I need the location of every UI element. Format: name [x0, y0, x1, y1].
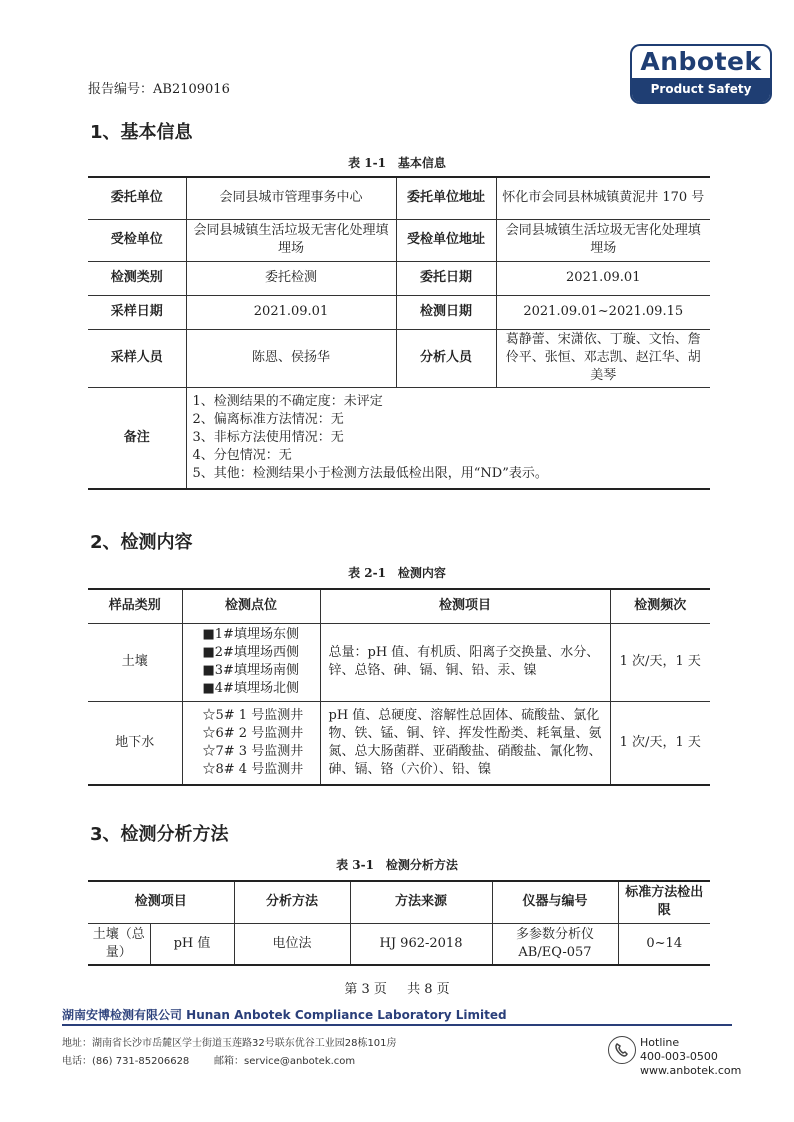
anbotek-logo [630, 44, 772, 104]
analysis-method-table [88, 880, 710, 966]
notes-label: 备注 [88, 387, 186, 489]
footer-email: 邮箱：service@anbotek.com [214, 1056, 356, 1067]
basic-info-table [88, 176, 710, 490]
table-1-caption: 表 1-1 基本信息 [348, 156, 446, 170]
table-row: 受检单位 会同县城镇生活垃圾无害化处理填埋场 受检单位地址 会同县城镇生活垃圾无害化处理填埋场 [88, 219, 710, 261]
page-number: 第 3 页 共 8 页 [344, 982, 450, 997]
table-row: 土壤 ■1#填埋场东侧 ■2#填埋场西侧 ■3#填埋场南侧 ■4#填埋场北侧 总量：pH 值、有机质、阳离子交换量、水分、锌、总铬、砷、镉、铜、铅、汞、镍 1 次/天，1 天 [88, 623, 710, 701]
logo-tagline: Product Safety [632, 78, 770, 102]
table-row: 委托单位 会同县城市管理事务中心 委托单位地址 怀化市会同县林城镇黄泥井 170 号 [88, 177, 710, 219]
table-header-row: 检测项目 分析方法 方法来源 仪器与编号 标准方法检出限 [88, 881, 710, 923]
table-row: 土壤（总量） pH 值 电位法 HJ 962-2018 多参数分析仪 AB/EQ-057 0~14 [88, 923, 710, 965]
table-2-caption: 表 2-1 检测内容 [348, 566, 446, 580]
phone-icon [608, 1036, 636, 1064]
logo-brand: Anbotek [640, 47, 762, 76]
test-content-table [88, 588, 710, 786]
footer-phone: 电话：(86) 731-85206628 [62, 1056, 190, 1067]
section-2-title: 2、检测内容 [90, 532, 193, 553]
notes-content: 1、检测结果的不确定度：未评定 2、偏离标准方法情况：无 3、非标方法使用情况：无 4、分包情况：无 5、其他：检测结果小于检测方法最低检出限，用“ND”表示。 [186, 387, 710, 489]
footer-address: 地址：湖南省长沙市岳麓区学士街道玉莲路32号联东优谷工业园28栋101房 [62, 1038, 397, 1049]
notes-row [88, 387, 710, 489]
footer-hotline: Hotline 400-003-0500 www.anbotek.com [640, 1036, 742, 1077]
table-row: 检测类别 委托检测 委托日期 2021.09.01 [88, 261, 710, 295]
table-row: 采样日期 2021.09.01 检测日期 2021.09.01~2021.09.15 [88, 295, 710, 329]
report-number: 报告编号：AB2109016 [88, 82, 230, 97]
section-3-title: 3、检测分析方法 [90, 824, 229, 845]
table-header-row: 样品类别 检测点位 检测项目 检测频次 [88, 589, 710, 623]
table-3-caption: 表 3-1 检测分析方法 [336, 858, 458, 872]
section-1-title: 1、基本信息 [90, 122, 193, 143]
footer-divider [62, 1024, 732, 1026]
table-row: 采样人员 陈恩、侯扬华 分析人员 葛静蕾、宋潇依、丁璇、文怡、詹伶平、张恒、邓志凯、赵江华、胡美琴 [88, 329, 710, 387]
footer-company: 湖南安博检测有限公司 Hunan Anbotek Compliance Laboratory Limited [62, 1008, 507, 1022]
table-row: 地下水 ☆5# 1 号监测井 ☆6# 2 号监测井 ☆7# 3 号监测井 ☆8# 4 号监测井 pH 值、总硬度、溶解性总固体、硫酸盐、氯化物、铁、锰、铜、锌、挥发性酚类、耗氧量、氨氮、总大肠菌群、亚硝酸盐、硝酸盐、氰化物、砷、镉、铬（六价）、铅、镍 1 次/天，1 天 [88, 701, 710, 785]
